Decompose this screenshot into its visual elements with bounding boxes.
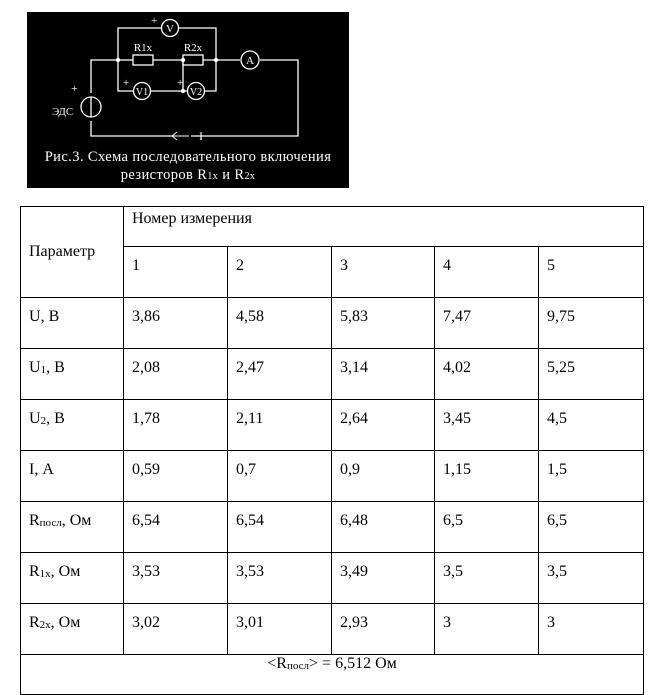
table-cell: 0,59 <box>124 451 228 502</box>
table-cell: 2,08 <box>124 349 228 400</box>
table-cell: 3,86 <box>124 298 228 349</box>
row-label: I, А <box>21 451 124 502</box>
measure-number-cell: 3 <box>332 247 435 298</box>
table-cell: 1,15 <box>435 451 539 502</box>
measure-number-cell: 1 <box>124 247 228 298</box>
table-cell: 7,47 <box>435 298 539 349</box>
ammeter-label: A <box>246 55 254 67</box>
table-row <box>21 298 644 349</box>
table-cell: 6,54 <box>228 502 332 553</box>
table-row <box>21 604 644 655</box>
v1-label: V1 <box>135 87 149 98</box>
table-cell: 2,11 <box>228 400 332 451</box>
table-cell: 2,47 <box>228 349 332 400</box>
measure-number-cell: 2 <box>228 247 332 298</box>
table-cell: 3,53 <box>228 553 332 604</box>
param-header: Параметр <box>21 207 124 298</box>
table-cell: 9,75 <box>539 298 644 349</box>
resistor-r2 <box>183 55 203 65</box>
table-cell: 3,01 <box>228 604 332 655</box>
table-cell: 6,54 <box>124 502 228 553</box>
figure-caption-line2: резисторов R1x и R2x <box>120 167 256 183</box>
table-cell: 3,53 <box>124 553 228 604</box>
table-cell: 4,58 <box>228 298 332 349</box>
table-cell: 4,5 <box>539 400 644 451</box>
table-cell: 3,5 <box>435 553 539 604</box>
table-row <box>21 502 644 553</box>
r2-label: R2x <box>183 42 203 54</box>
table-cell: 3,14 <box>332 349 435 400</box>
table-row <box>21 349 644 400</box>
table-cell: 6,48 <box>332 502 435 553</box>
row-label: $U_2$, В <box>21 400 124 451</box>
table-cell: 3 <box>539 604 644 655</box>
table-row <box>21 400 644 451</box>
table-cell: 4,02 <box>435 349 539 400</box>
measure-number-cell: 5 <box>539 247 644 298</box>
table-cell: 3,02 <box>124 604 228 655</box>
table-cell: 6,5 <box>539 502 644 553</box>
emf-label: ЭДС <box>52 106 74 118</box>
measure-number-cell: 4 <box>435 247 539 298</box>
circuit-figure <box>27 12 349 188</box>
table-cell: 3,5 <box>539 553 644 604</box>
measure-header: Номер измерения <box>124 207 644 247</box>
table-row <box>21 553 644 604</box>
plus-sign-v: + <box>151 15 158 27</box>
row-label: $R_{1x}$, Ом <box>21 553 124 604</box>
table-cell: 1,5 <box>539 451 644 502</box>
table-cell: 3,49 <box>332 553 435 604</box>
row-label: $U_1$, В <box>21 349 124 400</box>
average-resistance: $<R_{посл}> = 6,512$ Ом <box>21 655 644 695</box>
figure-caption-line1: Рис.3. Схема последовательного включения <box>44 149 332 165</box>
row-label: $R_{2x}$, Ом <box>21 604 124 655</box>
v2-label: V2 <box>189 87 203 98</box>
table-cell: 5,83 <box>332 298 435 349</box>
table-cell: 0,9 <box>332 451 435 502</box>
plus-sign-emf: + <box>71 81 78 95</box>
plus-sign-v2: + <box>177 77 184 89</box>
table-cell: 0,7 <box>228 451 332 502</box>
table-cell: 1,78 <box>124 400 228 451</box>
current-arrow-icon <box>172 132 189 140</box>
r1-label: R1x <box>133 42 153 54</box>
row-label: U, В <box>21 298 124 349</box>
table-cell: 6,5 <box>435 502 539 553</box>
resistor-r1 <box>133 55 153 65</box>
voltmeter-label: V <box>166 23 174 35</box>
table-cell: 2,93 <box>332 604 435 655</box>
table-cell: 3,45 <box>435 400 539 451</box>
table-cell: 5,25 <box>539 349 644 400</box>
plus-sign-v1: + <box>123 77 130 89</box>
row-label: $R_{посл}$, Ом <box>21 502 124 553</box>
table-row <box>21 451 644 502</box>
table-cell: 2,64 <box>332 400 435 451</box>
current-label: I <box>199 129 203 143</box>
table-cell: 3 <box>435 604 539 655</box>
measurement-table <box>20 206 644 695</box>
